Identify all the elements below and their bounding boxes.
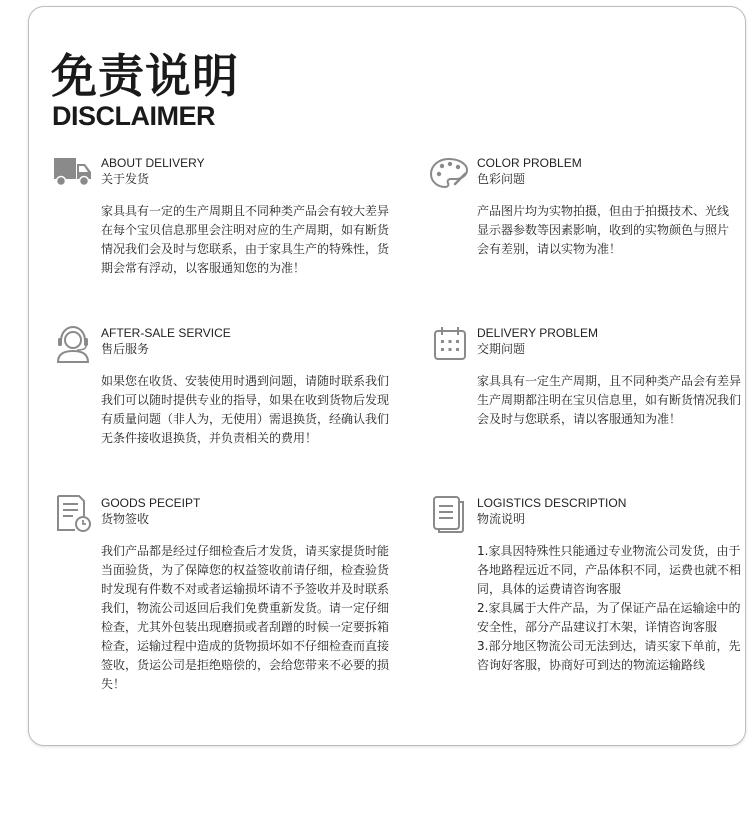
document-list-icon — [429, 494, 469, 534]
section-text — [101, 372, 390, 448]
text-line: 我们，物流公司返回后我们免费重新发货。请一定仔细 — [101, 601, 390, 615]
customer-service-headset-icon — [53, 324, 93, 364]
section-title-en: AFTER-SALE SERVICE — [101, 326, 231, 340]
document-clock-icon — [53, 494, 93, 534]
delivery-truck-icon — [53, 154, 93, 194]
section-text — [477, 542, 742, 675]
text-line: 同，具体的运费请咨询客服 — [477, 582, 622, 596]
section-title-cn: 交期问题 — [477, 342, 526, 356]
text-line: 如果您在收货、安装使用时遇到问题，请随时联系我们 — [101, 374, 390, 388]
section-title-en: DELIVERY PROBLEM — [477, 326, 598, 340]
text-line: 无条件接收退换货，并负责相关的费用！ — [101, 431, 318, 445]
text-line: 会有差别，请以实物为准！ — [477, 242, 622, 256]
section-heading — [477, 156, 582, 187]
text-line: 失！ — [101, 677, 126, 691]
text-line: 在每个宝贝信息那里会注明对应的生产周期，如有断货 — [101, 223, 390, 237]
text-line: 当面验货，为了保障您的权益签收前请仔细，检查验货 — [101, 563, 390, 577]
section-title-en: COLOR PROBLEM — [477, 156, 582, 170]
section-text — [101, 202, 390, 278]
page-title: 免责说明 — [51, 49, 239, 103]
text-line: 情况我们会及时与您联系，由于家具生产的特殊性，货 — [101, 242, 390, 256]
text-line: 有质量问题（非人为，无使用）需退换货，经确认我们 — [101, 412, 390, 426]
text-line: 家具具有一定的生产周期且不同种类产品会有较大差异 — [101, 204, 390, 218]
text-line: 安全性，部分产品建议打木架，详情咨询客服 — [477, 620, 718, 634]
section-text — [477, 202, 742, 259]
page-subtitle: DISCLAIMER — [52, 101, 215, 131]
section-text — [101, 542, 390, 694]
calendar-icon — [429, 324, 469, 364]
text-line: 期会常有浮动，以客服通知您的为准！ — [101, 261, 306, 275]
text-line: 会及时与您联系，请以客服通知为准！ — [477, 412, 682, 426]
text-line: 显示器参数等因素影响，收到的实物颜色与照片 — [477, 223, 730, 237]
section-title-cn: 售后服务 — [101, 342, 150, 356]
section-title-en: ABOUT DELIVERY — [101, 156, 205, 170]
text-line: 3.部分地区物流公司无法到达，请买家下单前，先 — [477, 639, 741, 653]
text-line: 检查，运输过程中造成的货物损坏如不仔细检查而直接 — [101, 639, 390, 653]
section-title-cn: 货物签收 — [101, 512, 150, 526]
text-line: 检查，尤其外包装出现磨损或者刮蹭的时候一定要拆箱 — [101, 620, 390, 634]
section-title-en: LOGISTICS DESCRIPTION — [477, 496, 627, 510]
section-heading — [101, 496, 200, 527]
text-line: 家具具有一定生产周期，且不同种类产品会有差异 — [477, 374, 742, 388]
section-heading — [477, 326, 598, 357]
text-line: 签收，货运公司是拒绝赔偿的，会给您带来不必要的损 — [101, 658, 390, 672]
section-heading — [101, 156, 205, 187]
text-line: 1.家具因特殊性只能通过专业物流公司发货，由于 — [477, 544, 741, 558]
section-heading — [477, 496, 626, 527]
section-title-cn: 色彩问题 — [477, 172, 526, 186]
text-line: 时发现有件数不对或者运输损坏请不予签收并及时联系 — [101, 582, 390, 596]
text-line: 咨询好客服，协商好可到达的物流运输路线 — [477, 658, 706, 672]
section-title-cn: 关于发货 — [101, 172, 150, 186]
section-text — [477, 372, 742, 429]
text-line: 产品图片均为实物拍摄，但由于拍摄技术、光线 — [477, 204, 730, 218]
section-heading — [101, 326, 231, 357]
text-line: 2.家具属于大件产品，为了保证产品在运输途中的 — [477, 601, 741, 615]
text-line: 各地路程远近不同，产品体积不同，运费也就不相 — [477, 563, 742, 577]
section-title-cn: 物流说明 — [477, 512, 526, 526]
text-line: 我们可以随时提供专业的指导，如果在收到货物后发现 — [101, 393, 390, 407]
text-line: 我们产品都是经过仔细检查后才发货，请买家提货时能 — [101, 544, 390, 558]
text-line: 生产周期都注明在宝贝信息里，如有断货情况我们 — [477, 393, 742, 407]
section-title-en: GOODS PECEIPT — [101, 496, 201, 510]
palette-icon — [429, 154, 469, 194]
